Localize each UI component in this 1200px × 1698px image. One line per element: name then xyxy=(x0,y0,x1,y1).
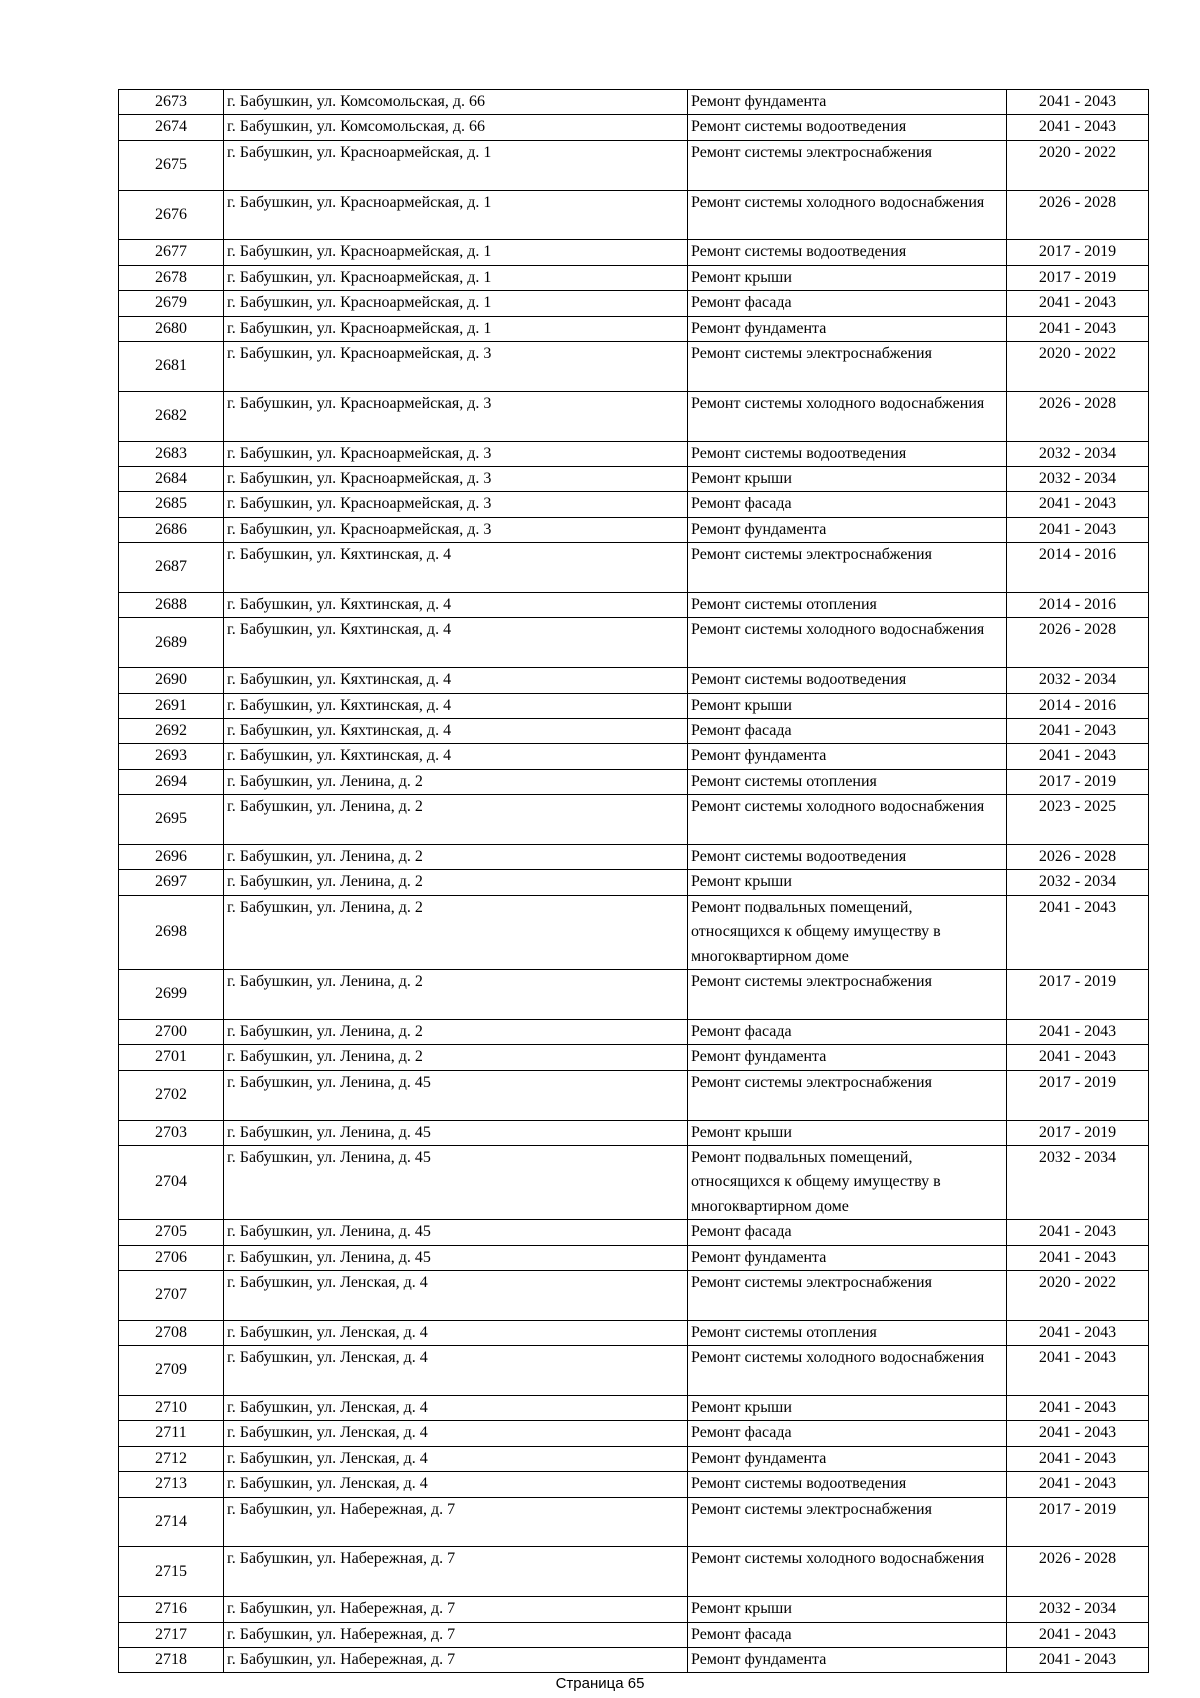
table-row xyxy=(119,1395,1149,1420)
row-period: 2041 - 2043 xyxy=(1007,492,1149,517)
row-number: 2708 xyxy=(119,1320,224,1345)
table-row xyxy=(119,970,1149,1020)
row-address: г. Бабушкин, ул. Набережная, д. 7 xyxy=(224,1647,688,1672)
row-address: г. Бабушкин, ул. Ленина, д. 45 xyxy=(224,1245,688,1270)
row-period: 2041 - 2043 xyxy=(1007,90,1149,115)
row-address: г. Бабушкин, ул. Ленская, д. 4 xyxy=(224,1346,688,1396)
row-work-type: Ремонт системы электроснабжения xyxy=(688,1497,1007,1547)
row-number: 2678 xyxy=(119,265,224,290)
row-period: 2017 - 2019 xyxy=(1007,240,1149,265)
row-number: 2675 xyxy=(119,140,224,190)
row-number: 2684 xyxy=(119,467,224,492)
row-number: 2673 xyxy=(119,90,224,115)
row-number: 2693 xyxy=(119,744,224,769)
row-period: 2020 - 2022 xyxy=(1007,140,1149,190)
row-work-type: Ремонт фундамента xyxy=(688,744,1007,769)
row-address: г. Бабушкин, ул. Ленина, д. 45 xyxy=(224,1145,688,1219)
row-work-type: Ремонт системы водоотведения xyxy=(688,845,1007,870)
row-number: 2694 xyxy=(119,769,224,794)
row-period: 2041 - 2043 xyxy=(1007,1472,1149,1497)
row-period: 2026 - 2028 xyxy=(1007,845,1149,870)
row-period: 2041 - 2043 xyxy=(1007,291,1149,316)
row-number: 2700 xyxy=(119,1019,224,1044)
row-work-type: Ремонт системы холодного водоснабжения xyxy=(688,391,1007,441)
row-number: 2715 xyxy=(119,1547,224,1597)
row-number: 2696 xyxy=(119,845,224,870)
row-period: 2014 - 2016 xyxy=(1007,593,1149,618)
row-number: 2688 xyxy=(119,593,224,618)
row-address: г. Бабушкин, ул. Красноармейская, д. 1 xyxy=(224,240,688,265)
row-period: 2032 - 2034 xyxy=(1007,467,1149,492)
row-work-type: Ремонт системы водоотведения xyxy=(688,240,1007,265)
row-address: г. Бабушкин, ул. Кяхтинская, д. 4 xyxy=(224,593,688,618)
row-work-type: Ремонт фасада xyxy=(688,1220,1007,1245)
row-work-type: Ремонт системы водоотведения xyxy=(688,1472,1007,1497)
row-address: г. Бабушкин, ул. Набережная, д. 7 xyxy=(224,1497,688,1547)
row-period: 2032 - 2034 xyxy=(1007,1145,1149,1219)
row-number: 2711 xyxy=(119,1421,224,1446)
row-address: г. Бабушкин, ул. Красноармейская, д. 3 xyxy=(224,492,688,517)
row-work-type: Ремонт подвальных помещений, относящихся к общему имуществу в многоквартирном доме xyxy=(688,1145,1007,1219)
table-row xyxy=(119,870,1149,895)
row-period: 2026 - 2028 xyxy=(1007,1547,1149,1597)
row-work-type: Ремонт фасада xyxy=(688,719,1007,744)
table-row xyxy=(119,1245,1149,1270)
row-address: г. Бабушкин, ул. Красноармейская, д. 1 xyxy=(224,316,688,341)
row-number: 2717 xyxy=(119,1622,224,1647)
row-work-type: Ремонт системы отопления xyxy=(688,1320,1007,1345)
row-work-type: Ремонт системы водоотведения xyxy=(688,668,1007,693)
row-address: г. Бабушкин, ул. Набережная, д. 7 xyxy=(224,1547,688,1597)
row-period: 2041 - 2043 xyxy=(1007,1647,1149,1672)
row-period: 2017 - 2019 xyxy=(1007,970,1149,1020)
row-address: г. Бабушкин, ул. Ленская, д. 4 xyxy=(224,1395,688,1420)
row-number: 2701 xyxy=(119,1045,224,1070)
row-work-type: Ремонт системы холодного водоснабжения xyxy=(688,1346,1007,1396)
row-period: 2041 - 2043 xyxy=(1007,115,1149,140)
row-number: 2687 xyxy=(119,543,224,593)
table-row xyxy=(119,342,1149,392)
row-address: г. Бабушкин, ул. Ленина, д. 2 xyxy=(224,895,688,969)
row-work-type: Ремонт фасада xyxy=(688,1421,1007,1446)
row-address: г. Бабушкин, ул. Ленина, д. 2 xyxy=(224,870,688,895)
row-period: 2041 - 2043 xyxy=(1007,1019,1149,1044)
row-number: 2676 xyxy=(119,190,224,240)
row-work-type: Ремонт системы электроснабжения xyxy=(688,342,1007,392)
row-period: 2026 - 2028 xyxy=(1007,618,1149,668)
row-address: г. Бабушкин, ул. Ленина, д. 2 xyxy=(224,1019,688,1044)
row-address: г. Бабушкин, ул. Ленская, д. 4 xyxy=(224,1421,688,1446)
row-work-type: Ремонт системы холодного водоснабжения xyxy=(688,1547,1007,1597)
table-row xyxy=(119,769,1149,794)
row-address: г. Бабушкин, ул. Ленина, д. 2 xyxy=(224,795,688,845)
table-body xyxy=(119,90,1149,1673)
row-period: 2014 - 2016 xyxy=(1007,693,1149,718)
table-row xyxy=(119,593,1149,618)
row-work-type: Ремонт фундамента xyxy=(688,316,1007,341)
row-address: г. Бабушкин, ул. Комсомольская, д. 66 xyxy=(224,115,688,140)
table-row xyxy=(119,492,1149,517)
table-row xyxy=(119,240,1149,265)
table-row xyxy=(119,391,1149,441)
row-period: 2032 - 2034 xyxy=(1007,668,1149,693)
row-work-type: Ремонт системы отопления xyxy=(688,593,1007,618)
row-number: 2713 xyxy=(119,1472,224,1497)
table-row xyxy=(119,543,1149,593)
row-work-type: Ремонт фундамента xyxy=(688,1245,1007,1270)
table-row xyxy=(119,693,1149,718)
row-address: г. Бабушкин, ул. Кяхтинская, д. 4 xyxy=(224,744,688,769)
row-address: г. Бабушкин, ул. Комсомольская, д. 66 xyxy=(224,90,688,115)
row-work-type: Ремонт крыши xyxy=(688,265,1007,290)
row-period: 2041 - 2043 xyxy=(1007,1395,1149,1420)
row-number: 2677 xyxy=(119,240,224,265)
row-address: г. Бабушкин, ул. Ленина, д. 45 xyxy=(224,1120,688,1145)
row-work-type: Ремонт крыши xyxy=(688,1120,1007,1145)
page-footer: Страница 65 xyxy=(555,1675,645,1692)
row-work-type: Ремонт фундамента xyxy=(688,1045,1007,1070)
table-row xyxy=(119,1446,1149,1471)
row-number: 2702 xyxy=(119,1070,224,1120)
table-row xyxy=(119,265,1149,290)
row-period: 2041 - 2043 xyxy=(1007,1346,1149,1396)
row-number: 2686 xyxy=(119,517,224,542)
row-work-type: Ремонт системы водоотведения xyxy=(688,115,1007,140)
row-work-type: Ремонт системы водоотведения xyxy=(688,441,1007,466)
row-period: 2041 - 2043 xyxy=(1007,1045,1149,1070)
row-address: г. Бабушкин, ул. Красноармейская, д. 1 xyxy=(224,291,688,316)
row-number: 2709 xyxy=(119,1346,224,1396)
table-row xyxy=(119,190,1149,240)
row-work-type: Ремонт системы электроснабжения xyxy=(688,543,1007,593)
row-address: г. Бабушкин, ул. Красноармейская, д. 3 xyxy=(224,342,688,392)
row-work-type: Ремонт системы отопления xyxy=(688,769,1007,794)
table-row xyxy=(119,1421,1149,1446)
row-work-type: Ремонт системы холодного водоснабжения xyxy=(688,795,1007,845)
row-number: 2710 xyxy=(119,1395,224,1420)
row-address: г. Бабушкин, ул. Набережная, д. 7 xyxy=(224,1597,688,1622)
row-period: 2017 - 2019 xyxy=(1007,769,1149,794)
row-address: г. Бабушкин, ул. Набережная, д. 7 xyxy=(224,1622,688,1647)
row-address: г. Бабушкин, ул. Красноармейская, д. 3 xyxy=(224,517,688,542)
row-work-type: Ремонт системы электроснабжения xyxy=(688,970,1007,1020)
row-address: г. Бабушкин, ул. Ленская, д. 4 xyxy=(224,1270,688,1320)
table-row xyxy=(119,744,1149,769)
row-period: 2017 - 2019 xyxy=(1007,1120,1149,1145)
table-row xyxy=(119,441,1149,466)
row-number: 2690 xyxy=(119,668,224,693)
row-period: 2032 - 2034 xyxy=(1007,870,1149,895)
row-number: 2714 xyxy=(119,1497,224,1547)
row-period: 2023 - 2025 xyxy=(1007,795,1149,845)
row-number: 2685 xyxy=(119,492,224,517)
row-work-type: Ремонт системы холодного водоснабжения xyxy=(688,618,1007,668)
table-row xyxy=(119,140,1149,190)
row-number: 2712 xyxy=(119,1446,224,1471)
row-work-type: Ремонт крыши xyxy=(688,1395,1007,1420)
row-address: г. Бабушкин, ул. Кяхтинская, д. 4 xyxy=(224,693,688,718)
row-work-type: Ремонт системы электроснабжения xyxy=(688,1070,1007,1120)
row-address: г. Бабушкин, ул. Красноармейская, д. 1 xyxy=(224,140,688,190)
row-address: г. Бабушкин, ул. Красноармейская, д. 3 xyxy=(224,391,688,441)
row-work-type: Ремонт системы электроснабжения xyxy=(688,140,1007,190)
table-row xyxy=(119,895,1149,969)
row-period: 2017 - 2019 xyxy=(1007,1497,1149,1547)
row-period: 2020 - 2022 xyxy=(1007,342,1149,392)
table-row xyxy=(119,795,1149,845)
row-period: 2032 - 2034 xyxy=(1007,441,1149,466)
row-work-type: Ремонт подвальных помещений, относящихся к общему имуществу в многоквартирном доме xyxy=(688,895,1007,969)
row-number: 2698 xyxy=(119,895,224,969)
row-period: 2026 - 2028 xyxy=(1007,391,1149,441)
row-address: г. Бабушкин, ул. Ленина, д. 45 xyxy=(224,1220,688,1245)
row-number: 2683 xyxy=(119,441,224,466)
row-work-type: Ремонт фасада xyxy=(688,1622,1007,1647)
row-number: 2691 xyxy=(119,693,224,718)
row-period: 2041 - 2043 xyxy=(1007,1622,1149,1647)
row-period: 2041 - 2043 xyxy=(1007,719,1149,744)
row-work-type: Ремонт фундамента xyxy=(688,1647,1007,1672)
row-period: 2014 - 2016 xyxy=(1007,543,1149,593)
table-row xyxy=(119,719,1149,744)
row-period: 2017 - 2019 xyxy=(1007,1070,1149,1120)
row-number: 2697 xyxy=(119,870,224,895)
row-address: г. Бабушкин, ул. Ленина, д. 45 xyxy=(224,1070,688,1120)
row-work-type: Ремонт крыши xyxy=(688,1597,1007,1622)
table-row xyxy=(119,1070,1149,1120)
row-period: 2041 - 2043 xyxy=(1007,517,1149,542)
row-number: 2706 xyxy=(119,1245,224,1270)
row-work-type: Ремонт фундамента xyxy=(688,90,1007,115)
row-address: г. Бабушкин, ул. Ленина, д. 2 xyxy=(224,769,688,794)
row-number: 2681 xyxy=(119,342,224,392)
row-address: г. Бабушкин, ул. Ленина, д. 2 xyxy=(224,845,688,870)
row-period: 2041 - 2043 xyxy=(1007,895,1149,969)
row-work-type: Ремонт фасада xyxy=(688,291,1007,316)
row-work-type: Ремонт крыши xyxy=(688,693,1007,718)
table-row xyxy=(119,1145,1149,1219)
row-number: 2679 xyxy=(119,291,224,316)
table-row xyxy=(119,1120,1149,1145)
row-number: 2689 xyxy=(119,618,224,668)
table-row xyxy=(119,845,1149,870)
row-period: 2017 - 2019 xyxy=(1007,265,1149,290)
row-work-type: Ремонт системы электроснабжения xyxy=(688,1270,1007,1320)
row-address: г. Бабушкин, ул. Ленская, д. 4 xyxy=(224,1320,688,1345)
row-address: г. Бабушкин, ул. Красноармейская, д. 3 xyxy=(224,441,688,466)
row-address: г. Бабушкин, ул. Ленская, д. 4 xyxy=(224,1472,688,1497)
table-row xyxy=(119,1220,1149,1245)
row-number: 2695 xyxy=(119,795,224,845)
row-address: г. Бабушкин, ул. Ленина, д. 2 xyxy=(224,970,688,1020)
row-number: 2680 xyxy=(119,316,224,341)
table-row xyxy=(119,668,1149,693)
row-work-type: Ремонт фасада xyxy=(688,1019,1007,1044)
row-address: г. Бабушкин, ул. Красноармейская, д. 3 xyxy=(224,467,688,492)
row-address: г. Бабушкин, ул. Ленина, д. 2 xyxy=(224,1045,688,1070)
row-period: 2041 - 2043 xyxy=(1007,1446,1149,1471)
row-work-type: Ремонт системы холодного водоснабжения xyxy=(688,190,1007,240)
row-address: г. Бабушкин, ул. Кяхтинская, д. 4 xyxy=(224,618,688,668)
row-work-type: Ремонт крыши xyxy=(688,870,1007,895)
row-number: 2705 xyxy=(119,1220,224,1245)
row-period: 2041 - 2043 xyxy=(1007,744,1149,769)
repair-schedule-table xyxy=(118,89,1149,1673)
row-number: 2718 xyxy=(119,1647,224,1672)
table-row xyxy=(119,1497,1149,1547)
table-row xyxy=(119,316,1149,341)
table-row xyxy=(119,1597,1149,1622)
row-number: 2682 xyxy=(119,391,224,441)
row-address: г. Бабушкин, ул. Кяхтинская, д. 4 xyxy=(224,719,688,744)
table-row xyxy=(119,1320,1149,1345)
row-work-type: Ремонт крыши xyxy=(688,467,1007,492)
row-number: 2674 xyxy=(119,115,224,140)
row-work-type: Ремонт фундамента xyxy=(688,517,1007,542)
table-row xyxy=(119,517,1149,542)
table-row xyxy=(119,1019,1149,1044)
table-row xyxy=(119,1622,1149,1647)
table-row xyxy=(119,1346,1149,1396)
row-number: 2703 xyxy=(119,1120,224,1145)
row-number: 2699 xyxy=(119,970,224,1020)
table-row xyxy=(119,115,1149,140)
row-address: г. Бабушкин, ул. Ленская, д. 4 xyxy=(224,1446,688,1471)
row-period: 2026 - 2028 xyxy=(1007,190,1149,240)
row-period: 2041 - 2043 xyxy=(1007,1421,1149,1446)
table-row xyxy=(119,291,1149,316)
row-period: 2041 - 2043 xyxy=(1007,1245,1149,1270)
row-period: 2020 - 2022 xyxy=(1007,1270,1149,1320)
table-row xyxy=(119,618,1149,668)
table-row xyxy=(119,1045,1149,1070)
table-row xyxy=(119,1547,1149,1597)
table-row xyxy=(119,1647,1149,1672)
row-work-type: Ремонт фасада xyxy=(688,492,1007,517)
table-row xyxy=(119,467,1149,492)
table-row xyxy=(119,1270,1149,1320)
row-period: 2041 - 2043 xyxy=(1007,1320,1149,1345)
row-work-type: Ремонт фундамента xyxy=(688,1446,1007,1471)
row-period: 2032 - 2034 xyxy=(1007,1597,1149,1622)
row-address: г. Бабушкин, ул. Красноармейская, д. 1 xyxy=(224,190,688,240)
row-period: 2041 - 2043 xyxy=(1007,1220,1149,1245)
table-row xyxy=(119,90,1149,115)
row-number: 2716 xyxy=(119,1597,224,1622)
row-period: 2041 - 2043 xyxy=(1007,316,1149,341)
row-number: 2692 xyxy=(119,719,224,744)
row-number: 2707 xyxy=(119,1270,224,1320)
row-address: г. Бабушкин, ул. Красноармейская, д. 1 xyxy=(224,265,688,290)
row-address: г. Бабушкин, ул. Кяхтинская, д. 4 xyxy=(224,543,688,593)
row-address: г. Бабушкин, ул. Кяхтинская, д. 4 xyxy=(224,668,688,693)
table-row xyxy=(119,1472,1149,1497)
row-number: 2704 xyxy=(119,1145,224,1219)
